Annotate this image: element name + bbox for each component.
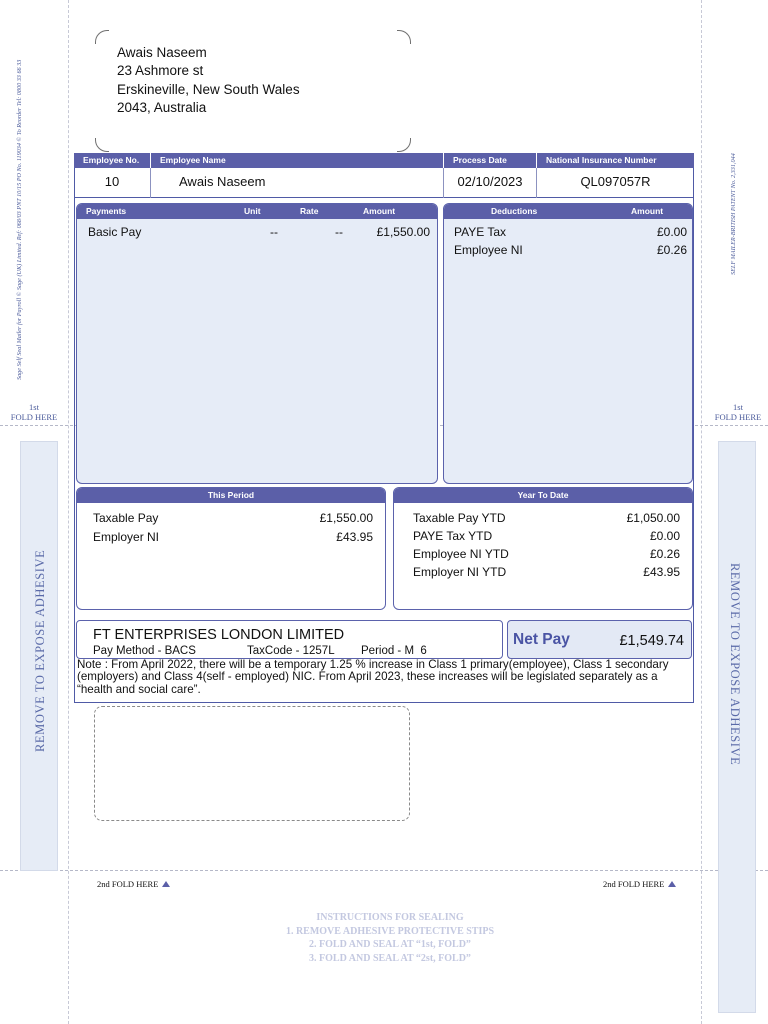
deduction-name: Employee NI — [454, 243, 523, 257]
ytd-item-name: PAYE Tax YTD — [413, 529, 493, 543]
payments-rate-label: Rate — [300, 206, 319, 216]
address-line-3: 2043, Australia — [117, 99, 207, 115]
dashed-window — [94, 706, 410, 821]
ni-number-label: National Insurance Number — [536, 153, 694, 168]
second-fold-text: 2nd FOLD HERE — [603, 879, 665, 889]
net-pay-value: £1,549.74 — [619, 633, 684, 649]
this-period-item-name: Taxable Pay — [93, 511, 159, 525]
ytd-item-amount: £0.00 — [649, 529, 680, 543]
ytd-item-amount: £1,050.00 — [626, 511, 680, 525]
payment-rate: -- — [335, 225, 343, 239]
this-period-title: This Period — [207, 490, 255, 500]
payments-header — [77, 204, 437, 219]
left-adhesive-strip-label: REMOVE TO EXPOSE ADHESIVE — [33, 549, 47, 752]
payment-amount: £1,550.00 — [376, 225, 430, 239]
address-line-2: Erskineville, New South Wales — [117, 81, 300, 97]
ytd-item-name: Employer NI YTD — [413, 565, 507, 579]
payments-amount-label: Amount — [363, 206, 396, 216]
employee-name-value: Awais Naseem — [150, 168, 443, 198]
pay-method: Pay Method - BACS — [93, 645, 196, 657]
first-fold-text: FOLD HERE — [714, 412, 762, 422]
first-fold-number: 1st — [733, 402, 743, 412]
deductions-amount-label: Amount — [631, 206, 664, 216]
instruction-step-2: 2. FOLD AND SEAL AT “1st, FOLD” — [309, 939, 471, 951]
deductions-title: Deductions — [491, 206, 538, 216]
payment-name: Basic Pay — [88, 225, 142, 239]
this-period-header — [77, 488, 385, 503]
employee-no-label: Employee No. — [83, 155, 140, 165]
deduction-amount: £0.00 — [656, 225, 687, 239]
instructions-title: INSTRUCTIONS FOR SEALING — [316, 912, 464, 923]
company-info-box — [76, 620, 503, 659]
right-adhesive-strip-label: REMOVE TO EXPOSE ADHESIVE — [728, 563, 742, 766]
deductions-panel — [443, 203, 693, 484]
ytd-item-name: Employee NI YTD — [413, 547, 509, 561]
second-fold-label-left — [97, 879, 170, 889]
ytd-item-amount: £43.95 — [643, 565, 680, 579]
company-name: FT ENTERPRISES LONDON LIMITED — [93, 627, 345, 643]
this-period-item-name: Employer NI — [93, 530, 160, 544]
tax-code: TaxCode - 1257L — [247, 645, 335, 657]
payment-unit: -- — [270, 225, 278, 239]
year-to-date-panel — [393, 487, 693, 610]
ytd-item-amount: £0.26 — [649, 547, 680, 561]
recipient-name: Awais Naseem — [117, 45, 207, 60]
payments-unit-label: Unit — [244, 206, 261, 216]
ni-note: Note : From April 2022, there will be a temporary 1.25 % increase in Class 1 primary(employee), Class 1 secondary (employers) and Class 4(self - employed) NIC. From April 2023, these increases will be legislated separately as a “health and social care”. — [77, 658, 669, 696]
process-date-label: Process Date — [443, 153, 536, 168]
pay-period: Period - M 6 — [361, 645, 427, 657]
this-period-panel — [76, 487, 386, 610]
ytd-header — [394, 488, 692, 503]
employee-name-label: Employee Name — [150, 153, 443, 168]
recipient-address — [117, 44, 300, 117]
ni-number-value: QL097057R — [536, 168, 694, 198]
this-period-item-amount: £43.95 — [336, 530, 373, 544]
up-triangle-icon — [162, 881, 170, 887]
sealing-instructions — [200, 911, 580, 966]
instruction-step-1: 1. REMOVE ADHESIVE PROTECTIVE STIPS — [285, 925, 495, 937]
ytd-item-name: Taxable Pay YTD — [413, 511, 506, 525]
up-triangle-icon — [668, 881, 676, 887]
second-fold-text: 2nd FOLD HERE — [97, 879, 159, 889]
employee-header-row — [74, 153, 694, 168]
net-pay-box — [507, 620, 692, 659]
payments-panel — [76, 203, 438, 484]
address-line-1: 23 Ashmore st — [117, 63, 204, 79]
first-fold-label-right — [708, 402, 768, 422]
employee-values-row — [74, 168, 694, 198]
right-patent-text: SELF MAILER-BRITISH PATENT No. 2,331,044 — [730, 153, 737, 275]
second-fold-line — [0, 870, 768, 871]
deduction-amount: £0.26 — [656, 243, 687, 257]
employee-no-value: 10 — [104, 174, 120, 189]
deductions-header — [444, 204, 692, 219]
process-date-value: 02/10/2023 — [443, 168, 536, 198]
payments-title: Payments — [86, 206, 127, 216]
second-fold-label-right — [603, 879, 676, 889]
left-legal-text: Sage Self Seal Mailer for Payroll © Sage (UK) Limited. Ref: 068/03 PNT 10/15 PO No. 119034 © To Reorder Tel: 0800 33 66 33 — [16, 59, 23, 380]
deduction-name: PAYE Tax — [454, 225, 507, 239]
first-fold-label-left — [4, 402, 64, 422]
net-pay-label: Net Pay — [513, 631, 570, 648]
first-fold-number: 1st — [29, 402, 39, 412]
first-fold-text: FOLD HERE — [10, 412, 58, 422]
this-period-item-amount: £1,550.00 — [319, 511, 373, 525]
payslip-frame-bottom — [74, 702, 694, 703]
ytd-title: Year To Date — [517, 490, 569, 500]
instruction-step-3: 3. FOLD AND SEAL AT “2st, FOLD” — [309, 953, 471, 965]
